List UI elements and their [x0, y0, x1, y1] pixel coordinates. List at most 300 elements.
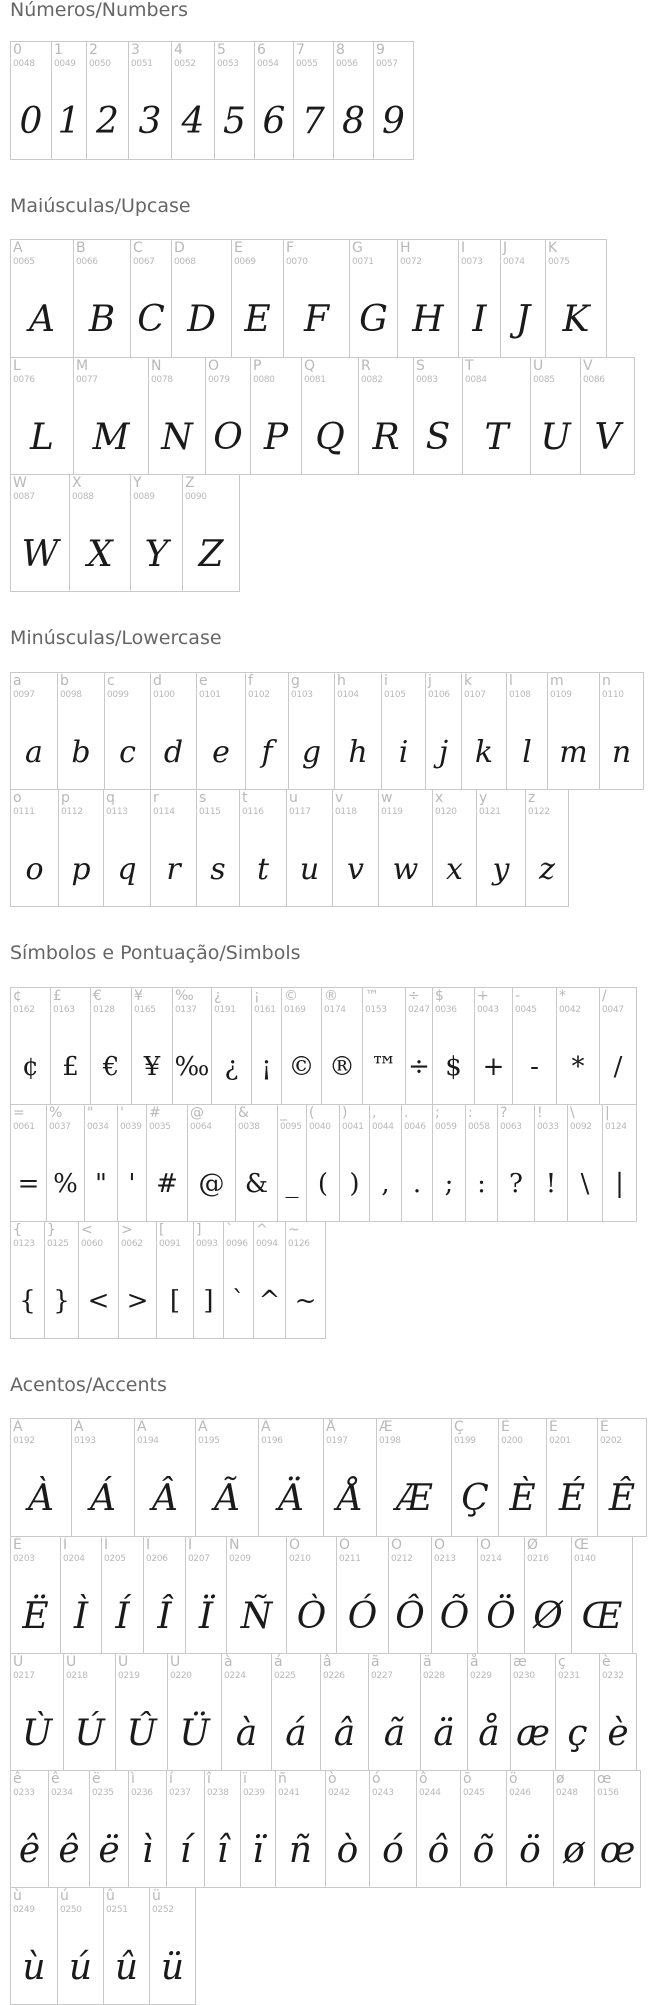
glyph-label: È [501, 1419, 510, 1435]
glyph-code: 0081 [304, 375, 326, 385]
glyph-label: ü [152, 1888, 161, 1904]
glyph-code: 0094 [256, 1239, 278, 1249]
glyph-sample: ö [519, 1829, 541, 1871]
glyph-label: ¥ [134, 988, 143, 1004]
glyph-label: 6 [257, 42, 266, 58]
glyph-cell [231, 239, 284, 358]
glyph-code: 0111 [13, 807, 35, 817]
glyph-code: 0125 [47, 1239, 69, 1249]
glyph-cell [69, 474, 131, 592]
glyph-cell [150, 789, 197, 907]
glyph-cell [10, 1887, 58, 2005]
glyph-cell [240, 1770, 276, 1888]
glyph-code: 0095 [280, 1122, 302, 1132]
glyph-label: ä [423, 1654, 432, 1670]
glyph-cell [245, 672, 289, 790]
glyph-sample: P [263, 416, 289, 458]
glyph-label: Å [326, 1419, 336, 1435]
glyph-code: 0216 [527, 1554, 549, 1564]
glyph-code: 0241 [278, 1788, 300, 1798]
glyph-label: ê [51, 1771, 60, 1787]
glyph-sample: € [102, 1052, 120, 1082]
glyph-code: 0250 [60, 1905, 82, 1915]
glyph-code: 0232 [602, 1671, 624, 1681]
glyph-cell [320, 1653, 369, 1771]
glyph-sample: Ó [347, 1595, 378, 1637]
glyph-cell [235, 1104, 278, 1222]
glyph-sample: ÷ [408, 1052, 430, 1082]
glyph-sample: ë [98, 1829, 120, 1871]
glyph-cell [48, 1770, 90, 1888]
glyph-code: 0196 [261, 1436, 283, 1446]
glyph-cell [271, 1653, 321, 1771]
glyph-label: Ú [66, 1654, 77, 1670]
glyph-sample: ç [567, 1712, 588, 1754]
glyph-cell [530, 357, 581, 475]
glyph-label: Ì [63, 1537, 68, 1553]
glyph-code: 0033 [537, 1122, 559, 1132]
glyph-code: 0123 [13, 1239, 35, 1249]
glyph-cell [10, 1221, 45, 1339]
glyph-sample: ú [68, 1946, 93, 1988]
glyph-sample: [ [169, 1286, 181, 1316]
glyph-label: € [93, 988, 102, 1004]
glyph-code: 0038 [238, 1122, 260, 1132]
glyph-code: 0088 [72, 492, 94, 502]
glyph-cell [166, 1770, 205, 1888]
glyph-label: W [13, 475, 27, 491]
glyph-code: 0121 [479, 807, 501, 817]
glyph-code: 0108 [509, 690, 531, 700]
glyph-code: 0043 [477, 1005, 499, 1015]
glyph-code: 0050 [89, 59, 111, 69]
glyph-cell [101, 1536, 144, 1654]
glyph-code: 0224 [224, 1671, 246, 1681]
glyph-code: 0040 [309, 1122, 331, 1132]
glyph-sample: 4 [181, 101, 205, 142]
glyph-code: 0156 [597, 1788, 619, 1798]
glyph-label: ~ [288, 1222, 300, 1238]
section-heading: Símbolos e Pontuação/Simbols [10, 942, 301, 964]
glyph-label: . [404, 1105, 409, 1121]
glyph-sample: ì [141, 1829, 154, 1871]
glyph-sample: c [119, 734, 136, 770]
glyph-cell [420, 1653, 468, 1771]
glyph-cell [416, 1770, 461, 1888]
glyph-label: w [381, 790, 393, 806]
glyph-label: å [470, 1654, 479, 1670]
glyph-sample: Ò [296, 1595, 327, 1637]
glyph-sample: Ñ [240, 1595, 273, 1637]
glyph-cell [226, 1536, 287, 1654]
glyph-cell [78, 1221, 119, 1339]
glyph-cell [580, 357, 635, 475]
glyph-cell [204, 1770, 241, 1888]
glyph-code: 0046 [404, 1122, 426, 1132]
glyph-label: m [550, 673, 564, 689]
glyph-cell [187, 1104, 236, 1222]
glyph-sample: M [92, 416, 130, 458]
glyph-code: 0207 [188, 1554, 210, 1564]
glyph-code: 0230 [513, 1671, 535, 1681]
glyph-cell [597, 1418, 647, 1537]
glyph-label: d [153, 673, 162, 689]
glyph-cell [368, 1653, 421, 1771]
glyph-cell [461, 672, 507, 790]
glyph-label: æ [513, 1654, 527, 1670]
glyph-cell [405, 987, 433, 1105]
glyph-sample: Ù [21, 1712, 53, 1754]
glyph-sample: = [17, 1169, 40, 1199]
glyph-label: ™ [365, 988, 379, 1004]
glyph-sample: x [446, 851, 463, 887]
glyph-label: £ [53, 988, 62, 1004]
glyph-sample: l [522, 734, 532, 770]
glyph-code: 0051 [131, 59, 153, 69]
glyph-cell [381, 672, 426, 790]
glyph-code: 0197 [326, 1436, 348, 1446]
glyph-label: K [548, 240, 558, 256]
glyph-code: 0053 [217, 59, 239, 69]
glyph-sample: ù [22, 1946, 46, 1988]
glyph-sample: £ [62, 1052, 79, 1082]
glyph-cell [84, 1104, 118, 1222]
glyph-sample: Ê [608, 1478, 636, 1519]
glyph-code: 0079 [208, 375, 230, 385]
glyph-sample: Ì [73, 1595, 89, 1637]
glyph-sample: ó [382, 1829, 404, 1871]
glyph-cell [376, 1418, 452, 1537]
glyph-sample: à [235, 1712, 258, 1754]
glyph-sample: 2 [96, 101, 119, 142]
glyph-sample: Å [337, 1478, 363, 1519]
glyph-label: ] [196, 1222, 202, 1238]
glyph-sample: Ë [22, 1595, 49, 1637]
glyph-code: 0039 [120, 1122, 142, 1132]
glyph-code: 0169 [284, 1005, 306, 1015]
glyph-code: 0073 [461, 257, 483, 267]
glyph-code: 0066 [76, 257, 98, 267]
glyph-cell [602, 1104, 637, 1222]
glyph-cell [149, 1887, 196, 2005]
glyph-sample: N [161, 416, 193, 458]
glyph-label: Ê [600, 1419, 609, 1435]
glyph-sample: / [613, 1052, 623, 1082]
section-heading: Maiúsculas/Upcase [10, 195, 191, 217]
glyph-cell [524, 1536, 572, 1654]
glyph-code: 0048 [13, 59, 35, 69]
glyph-sample: @ [198, 1169, 225, 1199]
glyph-code: 0236 [131, 1788, 153, 1798]
glyph-code: 0214 [480, 1554, 502, 1564]
glyph-label: ö [509, 1771, 518, 1787]
glyph-code: 0246 [509, 1788, 531, 1798]
glyph-code: 0101 [199, 690, 221, 700]
glyph-sample: Q [315, 416, 345, 458]
glyph-sample: ¥ [143, 1052, 161, 1082]
glyph-code: 0085 [533, 375, 555, 385]
glyph-code: 0112 [61, 807, 83, 817]
glyph-code: 0065 [13, 257, 35, 267]
glyph-cell [90, 987, 132, 1105]
glyph-sample: ê [18, 1829, 41, 1871]
glyph-cell [171, 239, 232, 358]
glyph-sample: Æ [395, 1478, 433, 1519]
glyph-label: H [400, 240, 411, 256]
glyph-label: k [464, 673, 473, 689]
glyph-sample: & [244, 1169, 269, 1199]
glyph-cell [46, 1104, 85, 1222]
glyph-label: Ù [13, 1654, 24, 1670]
glyph-sample: â [333, 1712, 356, 1754]
glyph-cell [196, 789, 240, 907]
glyph-cell [103, 1887, 150, 2005]
glyph-code: 0036 [435, 1005, 457, 1015]
glyph-sample: , [381, 1169, 390, 1199]
glyph-code: 0037 [49, 1122, 71, 1132]
glyph-code: 0118 [335, 807, 357, 817]
glyph-cell [10, 1653, 64, 1771]
glyph-cell [477, 1536, 525, 1654]
glyph-cell [57, 1887, 104, 2005]
glyph-label: á [274, 1654, 283, 1670]
glyph-code: 0191 [214, 1005, 236, 1015]
glyph-cell [115, 1653, 168, 1771]
glyph-label: Ò [289, 1537, 301, 1553]
glyph-code: 0200 [501, 1436, 523, 1446]
glyph-cell [10, 987, 51, 1105]
glyph-sample: K [562, 299, 590, 340]
glyph-code: 0067 [133, 257, 155, 267]
glyph-cell [214, 41, 255, 160]
glyph-label: ( [309, 1105, 315, 1121]
glyph-code: 0071 [352, 257, 374, 267]
glyph-code: 0076 [13, 375, 35, 385]
glyph-sample: U [540, 416, 571, 458]
glyph-code: 0239 [243, 1788, 265, 1798]
glyph-code: 0075 [548, 257, 570, 267]
glyph-cell [474, 987, 513, 1105]
glyph-code: 0090 [185, 492, 207, 502]
glyph-label: Q [304, 358, 316, 374]
glyph-cell [63, 1653, 116, 1771]
glyph-label: 3 [131, 42, 140, 58]
glyph-cell [57, 672, 105, 790]
glyph-code: 0104 [337, 690, 359, 700]
glyph-code: 0237 [169, 1788, 191, 1798]
glyph-cell [117, 1104, 147, 1222]
glyph-sample: É [558, 1478, 586, 1519]
glyph-cell [146, 1104, 188, 1222]
glyph-code: 0091 [159, 1239, 181, 1249]
glyph-sample: Î [157, 1595, 172, 1637]
glyph-cell [195, 1418, 259, 1537]
glyph-cell [525, 789, 569, 907]
glyph-cell [358, 357, 414, 475]
glyph-label: 0 [13, 42, 22, 58]
glyph-sample: Œ [581, 1595, 623, 1637]
glyph-code: 0109 [550, 690, 572, 700]
glyph-sample: m [559, 734, 588, 770]
glyph-sample: À [28, 1478, 54, 1519]
glyph-cell [60, 1536, 102, 1654]
glyph-cell [258, 1418, 324, 1537]
glyph-label: ñ [278, 1771, 287, 1787]
glyph-code: 0103 [291, 690, 313, 700]
glyph-label: i [384, 673, 388, 689]
glyph-cell [10, 1770, 49, 1888]
glyph-cell [476, 789, 526, 907]
glyph-sample: ™ [371, 1052, 397, 1082]
glyph-cell [462, 357, 531, 475]
glyph-sample: # [156, 1169, 178, 1199]
glyph-code: 0099 [107, 690, 129, 700]
glyph-label: c [107, 673, 115, 689]
glyph-code: 0226 [323, 1671, 345, 1681]
glyph-code: 0252 [152, 1905, 174, 1915]
glyph-label: ø [556, 1771, 565, 1787]
glyph-sample: } [53, 1286, 70, 1316]
glyph-code: 0057 [376, 59, 398, 69]
glyph-label: ô [419, 1771, 428, 1787]
glyph-cell [10, 41, 52, 160]
glyph-sample: V [594, 416, 621, 458]
glyph-sample: ø [563, 1829, 585, 1871]
glyph-sample: ; [444, 1169, 454, 1199]
glyph-cell [156, 1221, 194, 1339]
glyph-label: e [199, 673, 208, 689]
glyph-cell [148, 357, 206, 475]
glyph-cell [397, 239, 459, 358]
glyph-sample: n [611, 734, 632, 770]
glyph-sample: E [244, 299, 271, 340]
glyph-label: M [76, 358, 89, 374]
glyph-sample: Ô [395, 1595, 425, 1637]
glyph-label: $ [435, 988, 444, 1004]
glyph-code: 0140 [574, 1554, 596, 1564]
glyph-sample: C [137, 299, 165, 340]
glyph-label: Û [118, 1654, 129, 1670]
glyph-sample: B [88, 299, 116, 340]
glyph-label: â [323, 1654, 332, 1670]
glyph-sample: q [117, 851, 137, 887]
glyph-code: 0233 [13, 1788, 35, 1798]
glyph-label: Ö [480, 1537, 492, 1553]
glyph-code: 0126 [288, 1239, 310, 1249]
glyph-code: 0124 [605, 1122, 627, 1132]
glyph-code: 0128 [93, 1005, 115, 1015]
glyph-cell [185, 1536, 227, 1654]
glyph-sample: õ [472, 1829, 495, 1871]
glyph-cell [567, 1104, 603, 1222]
glyph-cell [599, 672, 644, 790]
glyph-label: Â [137, 1419, 147, 1435]
glyph-sample: . [412, 1169, 422, 1199]
glyph-code: 0249 [13, 1905, 35, 1915]
glyph-sample: t [256, 851, 270, 887]
glyph-label: Õ [434, 1537, 446, 1553]
glyph-sample: o [25, 851, 44, 887]
glyph-label: # [149, 1105, 161, 1121]
glyph-code: 0035 [149, 1122, 171, 1132]
glyph-sample: W [21, 533, 59, 575]
glyph-code: 0086 [583, 375, 605, 385]
glyph-cell [286, 1536, 337, 1654]
section-heading: Minúsculas/Lowercase [10, 627, 222, 649]
glyph-cell [506, 1770, 554, 1888]
glyph-sample: ~ [294, 1286, 317, 1316]
glyph-code: 0097 [13, 690, 35, 700]
glyph-sample: Û [126, 1712, 157, 1754]
glyph-label: ¢ [13, 988, 22, 1004]
glyph-label: ò [328, 1771, 337, 1787]
glyph-code: 0077 [76, 375, 98, 385]
glyph-code: 0211 [339, 1554, 361, 1564]
glyph-code: 0107 [464, 690, 486, 700]
glyph-cell [250, 357, 302, 475]
glyph-label: ù [13, 1888, 22, 1904]
glyph-code: 0217 [13, 1671, 35, 1681]
glyph-cell [332, 789, 379, 907]
glyph-code: 0070 [286, 257, 308, 267]
glyph-sample: ® [329, 1052, 355, 1082]
glyph-label: Í [104, 1537, 109, 1553]
glyph-cell [556, 987, 600, 1105]
glyph-label: Æ [379, 1419, 393, 1435]
glyph-label: " [87, 1105, 94, 1121]
glyph-code: 0153 [365, 1005, 387, 1015]
glyph-code: 0193 [74, 1436, 96, 1446]
glyph-sample: | [615, 1169, 624, 1199]
glyph-code: 0245 [463, 1788, 485, 1798]
glyph-label: p [61, 790, 70, 806]
glyph-label: s [199, 790, 207, 806]
glyph-code: 0044 [372, 1122, 394, 1132]
glyph-label: T [465, 358, 474, 374]
glyph-label: r [153, 790, 159, 806]
glyph-cell [103, 789, 151, 907]
glyph-cell [10, 239, 74, 358]
glyph-label: } [47, 1222, 56, 1238]
glyph-cell [339, 1104, 370, 1222]
glyph-cell [73, 357, 149, 475]
glyph-sample: 6 [262, 101, 286, 142]
glyph-code: 0244 [419, 1788, 441, 1798]
glyph-label: õ [463, 1771, 472, 1787]
glyph-code: 0231 [558, 1671, 580, 1681]
glyph-code: 0059 [435, 1122, 457, 1132]
glyph-label: ú [60, 1888, 69, 1904]
glyph-label: ^ [256, 1222, 268, 1238]
glyph-cell [128, 1770, 167, 1888]
glyph-label: - [515, 988, 521, 1004]
glyph-sample: ô [427, 1829, 450, 1871]
glyph-cell [369, 1770, 417, 1888]
glyph-code: 0248 [556, 1788, 578, 1798]
glyph-code: 0122 [528, 807, 550, 817]
glyph-label: î [207, 1771, 211, 1787]
glyph-label: * [559, 988, 566, 1004]
glyph-code: 0082 [361, 375, 383, 385]
glyph-sample: * [571, 1052, 585, 1082]
glyph-cell [378, 789, 433, 907]
glyph-code: 0069 [234, 257, 256, 267]
glyph-label: Œ [574, 1537, 589, 1553]
glyph-cell [555, 1653, 600, 1771]
glyph-code: 0242 [328, 1788, 350, 1798]
glyph-cell [306, 1104, 340, 1222]
glyph-cell [193, 1221, 224, 1339]
